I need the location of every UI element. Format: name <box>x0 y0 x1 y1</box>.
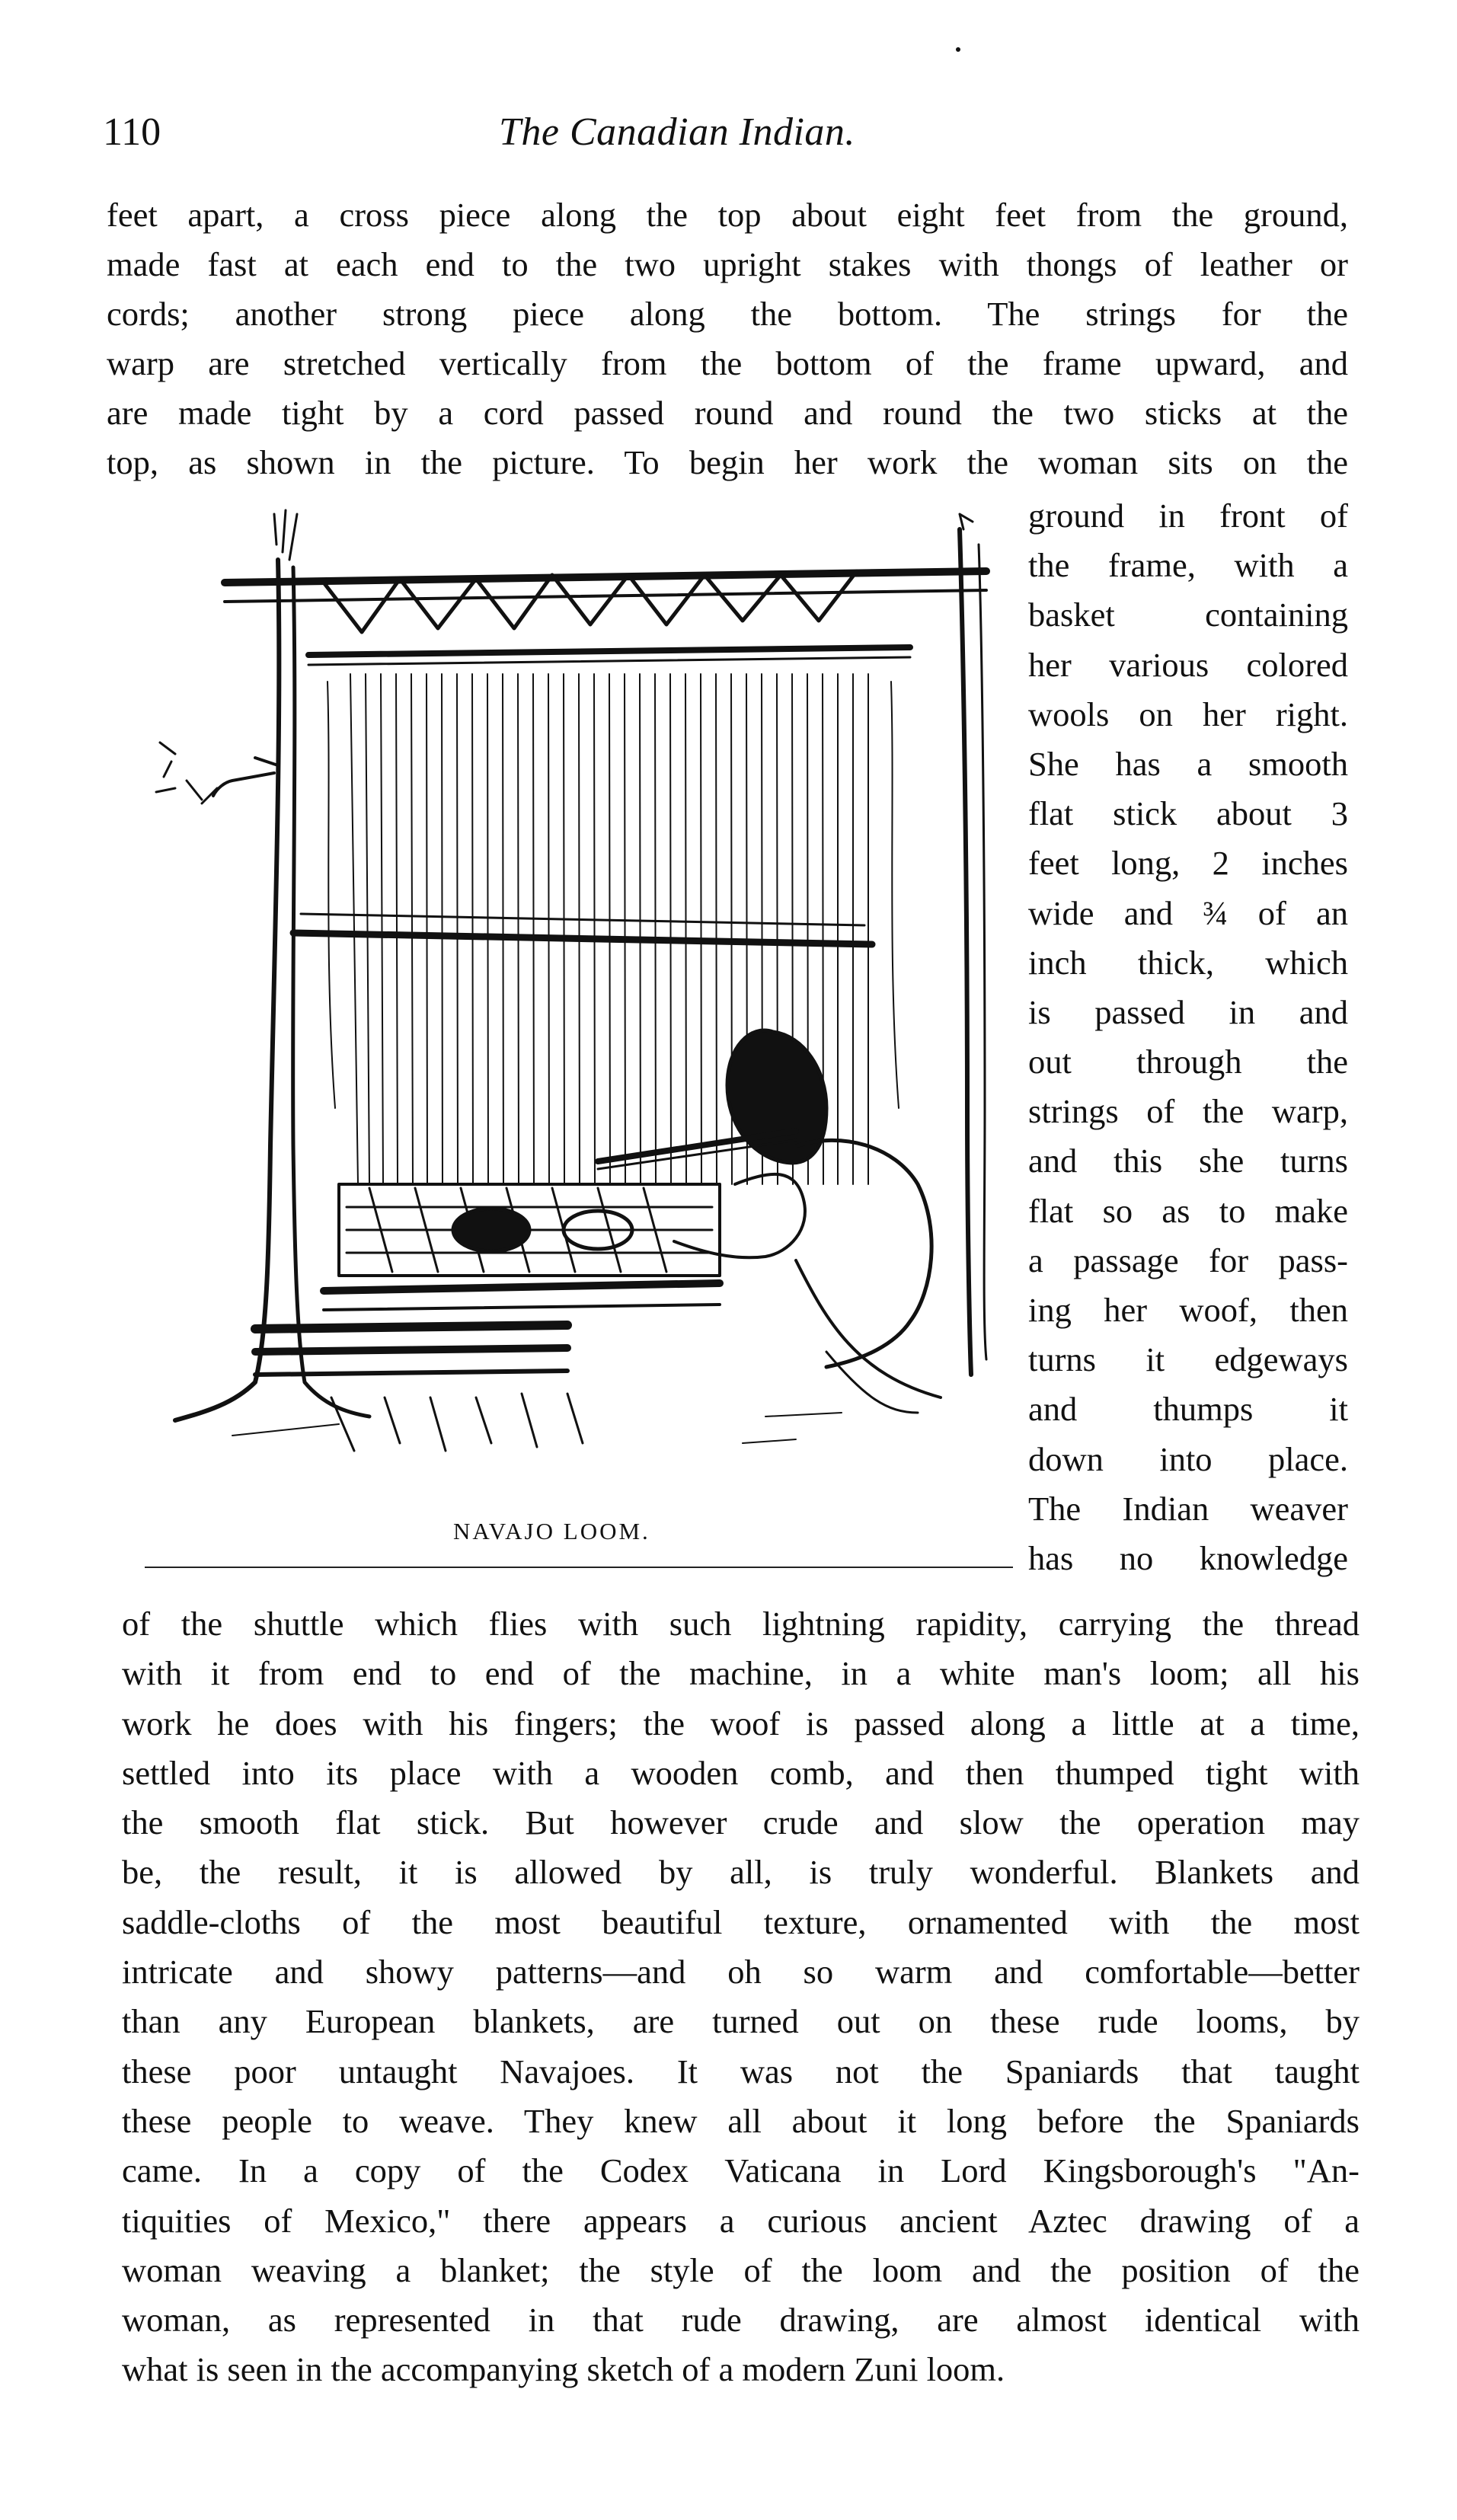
ground-log <box>255 1325 567 1329</box>
text-line: the frame, with a <box>1028 546 1348 585</box>
left-post-top <box>274 510 297 560</box>
text-line: The Indian weaver <box>1028 1489 1348 1528</box>
text-line: saddle-cloths of the most beautiful texture, ornamented with the most <box>122 1902 1360 1941</box>
navajo-loom-illustration <box>141 499 1002 1504</box>
text-line: strings of the warp, <box>1028 1092 1348 1131</box>
text-line: ing her woof, then <box>1028 1291 1348 1329</box>
text-line: work he does with his fingers; the woof is passed along a little at a time, <box>122 1704 1360 1742</box>
text-line: the smooth flat stick. But however crude and slow the operation may <box>122 1803 1360 1842</box>
figure-caption: NAVAJO LOOM. <box>453 1518 650 1544</box>
text-line: basket containing <box>1028 596 1348 634</box>
text-line: came. In a copy of the Codex Vaticana in Lord Kingsborough's "An- <box>122 2151 1360 2190</box>
text-line: warp are stretched vertically from the bottom of the frame upward, and <box>107 344 1348 382</box>
body-text-bottom <box>122 1599 1360 2395</box>
text-line: woman, as represented in that rude drawing, are almost identical with <box>122 2301 1360 2340</box>
text-line: has no knowledge <box>1028 1538 1348 1577</box>
right-post <box>960 529 971 1375</box>
page-number: 110 <box>103 110 161 154</box>
upper-warp-bar <box>308 647 910 655</box>
text-line: tiquities of Mexico," there appears a curious ancient Aztec drawing of a <box>122 2201 1360 2240</box>
text-line: wools on her right. <box>1028 695 1348 733</box>
text-line: these people to weave. They knew all about it long before the Spaniards <box>122 2101 1360 2140</box>
woman-skirt <box>796 1260 941 1397</box>
woman-shoulder <box>796 1140 931 1367</box>
text-line: her various colored <box>1028 645 1348 684</box>
text-line: flat stick about 3 <box>1028 794 1348 833</box>
text-line: She has a smooth <box>1028 744 1348 783</box>
text-line: woman weaving a blanket; the style of the loom and the position of the <box>122 2250 1360 2289</box>
text-line: flat so as to make <box>1028 1191 1348 1230</box>
text-line: settled into its place with a wooden comb, and then thumped tight with <box>122 1753 1360 1792</box>
heddle-rod <box>293 933 872 944</box>
ground-hatching <box>331 1394 583 1451</box>
text-line: than any European blankets, are turned out on these rude looms, by <box>122 2002 1360 2041</box>
text-line: intricate and showy patterns—and oh so warm and comfortable—better <box>122 1953 1360 1991</box>
text-line: with it from end to end of the machine, in a white man's loom; all his <box>122 1654 1360 1693</box>
text-line: are made tight by a cord passed round and round the two sticks at the <box>107 394 1348 432</box>
text-line: feet long, 2 inches <box>1028 844 1348 883</box>
caption-rule <box>145 1567 1013 1568</box>
top-crossbar <box>225 571 986 583</box>
text-line: feet apart, a cross piece along the top about eight feet from the ground, <box>107 196 1348 234</box>
text-line: made fast at each end to the two upright stakes with thongs of leather or <box>107 245 1348 283</box>
text-line: turns it edgeways <box>1028 1340 1348 1379</box>
right-post-edge <box>979 545 986 1359</box>
running-title: The Canadian Indian. <box>499 110 855 154</box>
text-line: and this she turns <box>1028 1142 1348 1180</box>
text-line: what is seen in the accompanying sketch of a modern Zuni loom. <box>122 2350 1005 2389</box>
text-line: a passage for pass- <box>1028 1241 1348 1279</box>
text-line: be, the result, it is allowed by all, is truly wonderful. Blankets and <box>122 1853 1360 1892</box>
text-line: is passed in and <box>1028 992 1348 1031</box>
text-line: out through the <box>1028 1043 1348 1081</box>
tree-branch <box>213 758 278 796</box>
text-line: down into place. <box>1028 1439 1348 1478</box>
woman-arm <box>674 1174 805 1257</box>
text-line: ground in front of <box>1028 497 1348 535</box>
text-line: cords; another strong piece along the bottom. The strings for the <box>107 295 1348 333</box>
lower-warp-bar <box>324 1283 720 1291</box>
blanket-motif <box>453 1209 529 1251</box>
body-text-top <box>107 190 1348 487</box>
text-line: top, as shown in the picture. To begin her work the woman sits on the <box>107 443 1348 481</box>
loom-drawing <box>141 499 1002 1504</box>
text-line: of the shuttle which flies with such lightning rapidity, carrying the thread <box>122 1605 1360 1643</box>
body-text-side <box>1028 491 1348 1583</box>
leaves <box>156 743 217 803</box>
print-speck <box>956 47 960 52</box>
text-line: and thumps it <box>1028 1390 1348 1429</box>
page-header <box>103 110 1337 174</box>
left-post <box>175 560 279 1420</box>
text-line: wide and ¾ of an <box>1028 893 1348 932</box>
text-line: these poor untaught Navajoes. It was not the Spaniards that taught <box>122 2052 1360 2090</box>
text-line: inch thick, which <box>1028 943 1348 982</box>
